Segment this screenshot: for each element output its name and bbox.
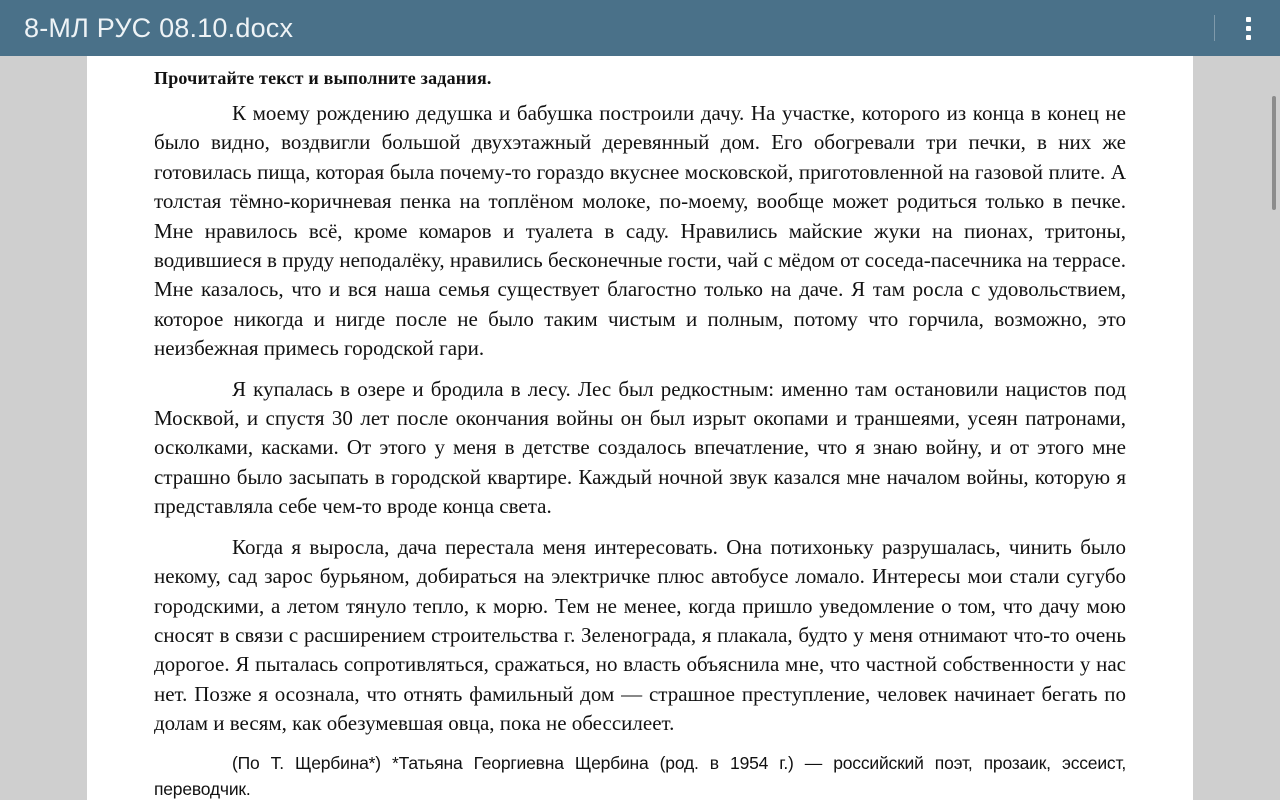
paragraph: Я купалась в озере и бродила в лесу. Лес был редкостным: именно там остановили нацистов под Москвой, и спустя 30 лет после окончания войны он был изрыт окопами и траншеями, усеян патронами, осколками, касками. От этого у меня в детстве создалось впечатление, что я знаю войну, и от этого мне страшно было засыпать в городской квартире. Каждый ночной звук казался мне началом войны, которую я представляла себе чем-то вроде конца света. — [154, 376, 1126, 519]
app-bar — [0, 0, 1280, 56]
paragraph: Когда я выросла, дача перестала меня интересовать. Она потихоньку разрушалась, чинить было некому, сад зарос бурьяном, добираться на электричке плюс автобусе ломало. Интересы мои стали сугубо городскими, а летом тянуло тепло, к морю. Тем не менее, когда пришло уведомление о том, что дачу мою сносят в связи с расширением строительства г. Зеленограда, я плакала, будто у меня отнимают что-то очень дорогое. Я пыталась сопротивляться, сражаться, но власть объяснила мне, что частной собственности у нас нет. Позже я осознала, что отнять фамильный дом — страшное преступление, человек начинает бегать по долам и весям, как обезумевшая овца, пока не обессилеет. — [154, 534, 1126, 736]
document-page — [87, 56, 1193, 800]
task-heading: Прочитайте текст и выполните задания. — [154, 68, 492, 88]
appbar-divider — [1214, 15, 1215, 41]
author-footnote: (По Т. Щербина*) *Татьяна Георгиевна Щербина (род. в 1954 г.) — российский поэт, прозаик, эссеист, переводчик. — [154, 752, 1126, 799]
vertical-scrollbar[interactable] — [1272, 96, 1276, 210]
document-content — [154, 68, 1126, 800]
more-vert-icon[interactable] — [1230, 12, 1266, 44]
menu-dot — [1246, 35, 1251, 40]
document-viewport[interactable] — [0, 56, 1280, 800]
menu-dot — [1246, 17, 1251, 22]
menu-dot — [1246, 26, 1251, 31]
paragraph: К моему рождению дедушка и бабушка построили дачу. На участке, которого из конца в конец не было видно, воздвигли большой двухэтажный деревянный дом. Его обогревали три печки, в них же готовилась пища, которая была почему-то гораздо вкуснее московской, приготовленной на газовой плите. А толстая тёмно-коричневая пенка на топлёном молоке, по-моему, вообще может родиться только в печке. Мне нравилось всё, кроме комаров и туалета в саду. Нравились майские жуки на пионах, тритоны, водившиеся в пруду неподалёку, нравились бесконечные гости, чай с мёдом от соседа-пасечника на террасе. Мне казалось, что и вся наша семья существует благостно только на даче. Я там росла с удовольствием, которое никогда и нигде после не было таким чистым и полным, потому что горчила, возможно, это неизбежная примесь городской гари. — [154, 101, 1126, 361]
document-title: 8-МЛ РУС 08.10.docx — [24, 12, 294, 43]
